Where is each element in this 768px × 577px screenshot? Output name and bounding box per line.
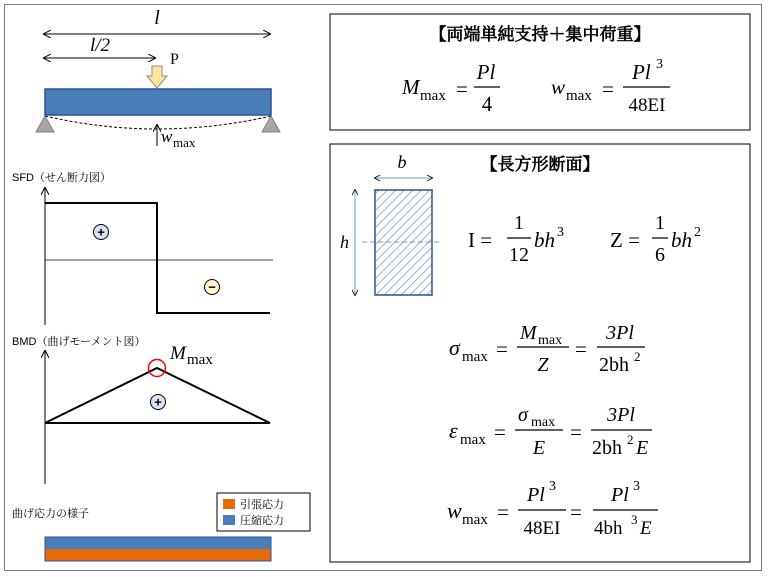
sfd-plus-sign: + <box>97 224 105 240</box>
epsilon-equals-2: = <box>570 420 582 444</box>
sigma-f2-den-exp: 2 <box>634 349 641 364</box>
section-modulus-formula <box>610 212 701 266</box>
epsilon-formula <box>449 404 652 459</box>
beam <box>45 89 271 115</box>
wmax-numerator-exp: 3 <box>656 57 663 72</box>
w2-f2-den-exp: 3 <box>631 512 638 527</box>
wmax-sub: max <box>566 88 592 104</box>
inertia-exp: 3 <box>557 225 564 240</box>
sfd-minus-icon <box>205 280 220 295</box>
deflection-label: w <box>161 127 173 146</box>
cross-section-rect <box>375 190 432 295</box>
sigma-equals-1: = <box>496 337 508 361</box>
w2-f2-den: 4bh <box>594 518 623 539</box>
tension-swatch <box>223 499 235 509</box>
sfd-curve <box>45 203 270 313</box>
epsilon-f1-den: E <box>532 437 546 459</box>
inertia-numerator: 1 <box>514 212 524 234</box>
wmax-denominator: 48EI <box>628 95 666 116</box>
modulus-lhs: Z = <box>610 228 640 252</box>
bmd-title: BMD（曲げモーメント図） <box>12 336 146 348</box>
sigma-f1-den: Z <box>537 354 549 376</box>
epsilon-f1-num: σ <box>518 404 528 426</box>
sfd-minus-sign: − <box>208 279 216 295</box>
deflection-curve <box>45 116 271 129</box>
half-length-dimension <box>44 35 155 58</box>
inertia-lhs: I = <box>468 228 493 252</box>
w2-f2-num-exp: 3 <box>633 479 640 494</box>
bmd-plus-icon <box>151 395 166 410</box>
w2-f1-den: 48EI <box>523 518 561 539</box>
w2-f2-num: Pl <box>611 484 629 506</box>
inertia-formula <box>468 212 564 266</box>
w2-f1-num-exp: 3 <box>549 479 556 494</box>
sigma-f1-num: M <box>520 322 537 344</box>
mmax-numerator: Pl <box>476 60 496 84</box>
modulus-denominator: 6 <box>655 244 665 266</box>
right-support-icon <box>262 116 280 132</box>
wmax-formula-2 <box>447 479 658 539</box>
width-label: b <box>397 152 407 172</box>
sigma-formula <box>449 322 645 376</box>
cross-section <box>340 152 442 295</box>
modulus-numerator: 1 <box>655 212 665 234</box>
formula-box-section-title: 【長方形断面】 <box>480 155 600 174</box>
w2-f1-num: Pl <box>527 484 545 506</box>
bmd-peak-sub: max <box>187 352 213 368</box>
stress-beam <box>45 537 271 561</box>
sfd-plus-icon <box>94 225 109 240</box>
tension-label: 引張応力 <box>240 499 284 511</box>
compression-swatch <box>223 515 235 525</box>
w2-equals-1: = <box>497 500 509 524</box>
modulus-var: bh <box>671 228 692 252</box>
length-label: l <box>154 7 160 29</box>
deflection-sub: max <box>173 135 196 150</box>
inertia-var: bh <box>534 228 555 252</box>
wmax-equals: = <box>602 77 614 101</box>
sfd-title: SFD（せん断力図） <box>12 172 111 184</box>
load-label: P <box>170 51 179 68</box>
sigma-f2-num: 3Pl <box>606 322 634 344</box>
half-length-label: l/2 <box>89 35 111 56</box>
epsilon-f1-num-sub: max <box>531 415 556 430</box>
epsilon-symbol: ε <box>449 418 458 443</box>
wmax-symbol: w <box>551 75 566 99</box>
sigma-sub: max <box>462 349 488 365</box>
sigma-f1-num-sub: max <box>538 333 563 348</box>
mmax-sub: max <box>420 88 446 104</box>
stress-title: 曲げ応力の様子 <box>12 508 89 520</box>
epsilon-f2-den-exp: 2 <box>627 432 634 447</box>
w2-sub: max <box>462 512 488 528</box>
wmax-formula-1 <box>551 57 670 116</box>
height-label: h <box>340 232 349 252</box>
mmax-denominator: 4 <box>481 92 493 116</box>
w2-f2-den-tail: E <box>640 518 652 539</box>
sigma-equals-2: = <box>575 337 587 361</box>
sigma-f2-den: 2bh <box>599 354 629 376</box>
left-support-icon <box>36 116 54 132</box>
w2-equals-2: = <box>570 500 582 524</box>
modulus-exp: 2 <box>694 225 701 240</box>
mmax-symbol: M <box>402 75 420 99</box>
epsilon-f2-den: 2bh <box>592 437 622 459</box>
w2-symbol: w <box>447 498 462 523</box>
compression-layer <box>45 537 271 549</box>
tension-layer <box>45 549 271 561</box>
epsilon-sub: max <box>460 432 486 448</box>
wmax-numerator: Pl <box>632 60 651 84</box>
stress-legend <box>217 493 310 531</box>
compression-label: 圧縮応力 <box>240 515 284 527</box>
sigma-symbol: σ <box>449 335 460 360</box>
epsilon-f2-den-tail: E <box>636 437 649 459</box>
mmax-equals: = <box>456 77 468 101</box>
inertia-denominator: 12 <box>509 244 529 266</box>
load-arrow-icon <box>147 66 167 88</box>
epsilon-equals-1: = <box>494 420 506 444</box>
bmd-plus-sign: + <box>154 394 162 410</box>
length-dimension <box>44 7 270 34</box>
bmd-peak-label: M <box>170 343 186 364</box>
mmax-formula <box>401 60 500 116</box>
epsilon-f2-num: 3Pl <box>607 404 635 426</box>
formula-box-support-title: 【両端単純支持＋集中荷重】 <box>429 25 651 44</box>
